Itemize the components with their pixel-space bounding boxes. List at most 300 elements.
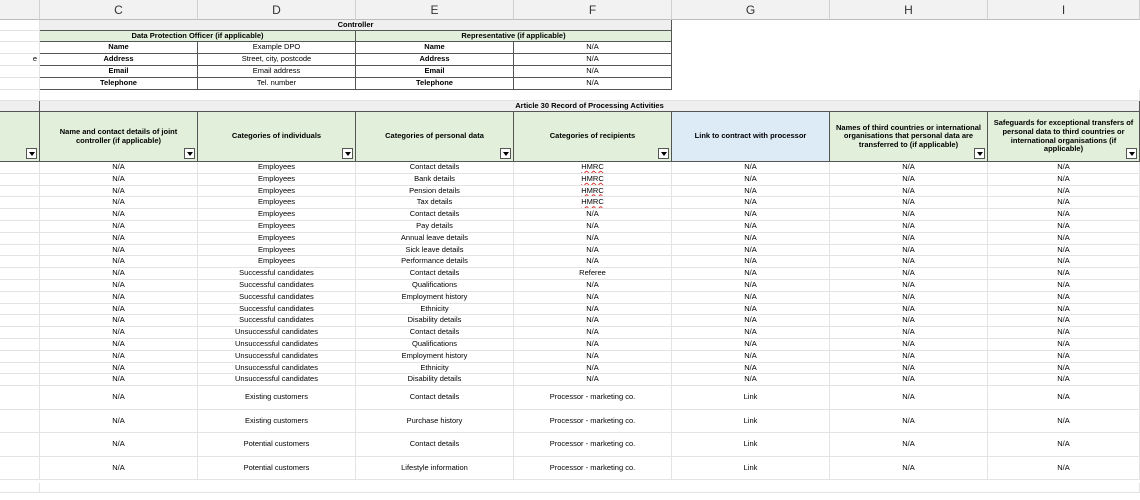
cell-blank[interactable] bbox=[40, 90, 1140, 101]
cell-individuals[interactable] bbox=[198, 304, 356, 316]
cell-third-countries[interactable] bbox=[830, 410, 988, 434]
cell-text: Qualifications bbox=[411, 339, 458, 349]
cell-text: N/A bbox=[1057, 280, 1070, 290]
header-joint-controller[interactable] bbox=[40, 112, 198, 162]
cell-personal-data[interactable] bbox=[356, 304, 514, 316]
cell-recipients[interactable] bbox=[514, 268, 672, 280]
cell-joint-controller[interactable] bbox=[40, 315, 198, 327]
cell-safeguards[interactable] bbox=[988, 197, 1140, 209]
cell-recipients[interactable] bbox=[514, 304, 672, 316]
cell-b[interactable] bbox=[0, 363, 40, 375]
cell-third-countries[interactable] bbox=[830, 327, 988, 339]
cell-text: N/A bbox=[1057, 232, 1070, 242]
cell-personal-data[interactable] bbox=[356, 233, 514, 245]
cell-text: Contact details bbox=[409, 439, 460, 449]
cell-joint-controller[interactable] bbox=[40, 410, 198, 434]
cell-text: N/A bbox=[744, 244, 757, 254]
cell-text: N/A bbox=[744, 315, 757, 325]
representative-title[interactable]: Representative (if applicable) bbox=[356, 31, 672, 42]
column-header-i[interactable]: I bbox=[988, 0, 1140, 20]
cell-b[interactable] bbox=[0, 339, 40, 351]
cell-individuals[interactable] bbox=[198, 268, 356, 280]
cell-third-countries[interactable] bbox=[830, 339, 988, 351]
cell-recipients[interactable] bbox=[514, 280, 672, 292]
filter-dropdown-icon[interactable] bbox=[500, 148, 511, 159]
header-categories-individuals[interactable] bbox=[198, 112, 356, 162]
cell-safeguards[interactable] bbox=[988, 221, 1140, 233]
cell-recipients[interactable] bbox=[514, 209, 672, 221]
cell-personal-data[interactable] bbox=[356, 457, 514, 481]
cell-joint-controller[interactable] bbox=[40, 221, 198, 233]
rep-value[interactable]: N/A bbox=[514, 42, 672, 54]
contact-label[interactable]: Email bbox=[40, 66, 198, 78]
cell-text: N/A bbox=[112, 162, 125, 172]
cell-safeguards[interactable] bbox=[988, 315, 1140, 327]
cell-third-countries[interactable] bbox=[830, 280, 988, 292]
cell-recipients[interactable] bbox=[514, 221, 672, 233]
cell-personal-data[interactable] bbox=[356, 245, 514, 257]
cell-text: N/A bbox=[586, 280, 599, 290]
cell-b[interactable] bbox=[0, 351, 40, 363]
cell-individuals[interactable] bbox=[198, 292, 356, 304]
cell-safeguards[interactable] bbox=[988, 233, 1140, 245]
cell-personal-data[interactable] bbox=[356, 363, 514, 375]
cell-recipients[interactable] bbox=[514, 457, 672, 481]
cell-recipients[interactable] bbox=[514, 386, 672, 410]
contact-row bbox=[0, 66, 1140, 78]
cell-safeguards[interactable] bbox=[988, 304, 1140, 316]
column-header-c[interactable]: C bbox=[40, 0, 198, 20]
cell-third-countries[interactable] bbox=[830, 256, 988, 268]
cell-third-countries[interactable] bbox=[830, 221, 988, 233]
header-safeguards[interactable] bbox=[988, 112, 1140, 162]
filter-dropdown-icon[interactable] bbox=[342, 148, 353, 159]
cell-link[interactable] bbox=[672, 363, 830, 375]
cell-individuals[interactable] bbox=[198, 374, 356, 386]
cell-b[interactable] bbox=[0, 256, 40, 268]
cell-third-countries[interactable] bbox=[830, 386, 988, 410]
contact-row bbox=[0, 42, 1140, 54]
cell-text: N/A bbox=[744, 232, 757, 242]
cell-b[interactable] bbox=[0, 410, 40, 434]
cell-individuals[interactable] bbox=[198, 197, 356, 209]
cell-personal-data[interactable] bbox=[356, 209, 514, 221]
cell-joint-controller[interactable] bbox=[40, 363, 198, 375]
cell-third-countries[interactable] bbox=[830, 197, 988, 209]
column-header-e[interactable]: E bbox=[356, 0, 514, 20]
cell-link[interactable] bbox=[672, 327, 830, 339]
cell-b[interactable] bbox=[0, 174, 40, 186]
cell-recipients[interactable] bbox=[514, 374, 672, 386]
cell-text: N/A bbox=[112, 244, 125, 254]
cell-third-countries[interactable] bbox=[830, 363, 988, 375]
cell-third-countries[interactable] bbox=[830, 374, 988, 386]
cell-joint-controller[interactable] bbox=[40, 233, 198, 245]
column-header-g[interactable]: G bbox=[672, 0, 830, 20]
dpo-title[interactable]: Data Protection Officer (if applicable) bbox=[40, 31, 356, 42]
cell-link[interactable] bbox=[672, 410, 830, 434]
cell-text: N/A bbox=[902, 268, 915, 278]
cell-text: N/A bbox=[1057, 291, 1070, 301]
cell-joint-controller[interactable] bbox=[40, 304, 198, 316]
cell-joint-controller[interactable] bbox=[40, 339, 198, 351]
cell-personal-data[interactable] bbox=[356, 186, 514, 198]
cell-personal-data[interactable] bbox=[356, 433, 514, 457]
cell-text: Employees bbox=[257, 209, 296, 219]
cell-individuals[interactable] bbox=[198, 433, 356, 457]
cell-joint-controller[interactable] bbox=[40, 327, 198, 339]
column-header-d[interactable]: D bbox=[198, 0, 356, 20]
cell-individuals[interactable] bbox=[198, 256, 356, 268]
cell-text: HMRC bbox=[581, 173, 604, 183]
cell-safeguards[interactable] bbox=[988, 292, 1140, 304]
cell-text: N/A bbox=[112, 268, 125, 278]
cell-text: N/A bbox=[586, 362, 599, 372]
dpo-value[interactable]: Tel. number bbox=[198, 78, 356, 90]
cell-third-countries[interactable] bbox=[830, 315, 988, 327]
cell-safeguards[interactable] bbox=[988, 351, 1140, 363]
contact-label[interactable]: Name bbox=[40, 42, 198, 54]
cell-left-truncated[interactable]: e bbox=[0, 54, 40, 66]
cell-text: HMRC bbox=[581, 162, 604, 172]
cell-b[interactable] bbox=[0, 197, 40, 209]
cell-recipients[interactable] bbox=[514, 197, 672, 209]
rep-label[interactable]: Telephone bbox=[356, 78, 514, 90]
cell-b[interactable] bbox=[0, 209, 40, 221]
cell-text: Processor - marketing co. bbox=[549, 415, 636, 425]
cell-text: Link bbox=[743, 415, 758, 425]
header-categories-personal-data[interactable] bbox=[356, 112, 514, 162]
cell-b[interactable] bbox=[0, 233, 40, 245]
cell-recipients[interactable] bbox=[514, 339, 672, 351]
cell-text: N/A bbox=[902, 221, 915, 231]
cell-text: Link bbox=[743, 439, 758, 449]
cell-b[interactable] bbox=[0, 433, 40, 457]
cell-text: Contact details bbox=[409, 162, 460, 172]
contact-label[interactable]: Telephone bbox=[40, 78, 198, 90]
cell-left-truncated[interactable] bbox=[0, 66, 40, 78]
dpo-value[interactable]: Email address bbox=[198, 66, 356, 78]
filter-dropdown-icon[interactable] bbox=[658, 148, 669, 159]
cell-text: N/A bbox=[744, 173, 757, 183]
cell-b[interactable] bbox=[0, 327, 40, 339]
cell-text: Employees bbox=[257, 197, 296, 207]
cell-personal-data[interactable] bbox=[356, 327, 514, 339]
cell-b[interactable] bbox=[0, 162, 40, 174]
cell-individuals[interactable] bbox=[198, 162, 356, 174]
cell-recipients[interactable] bbox=[514, 315, 672, 327]
cell-link[interactable] bbox=[672, 280, 830, 292]
cell-safeguards[interactable] bbox=[988, 374, 1140, 386]
rep-label[interactable]: Address bbox=[356, 54, 514, 66]
cell-third-countries[interactable] bbox=[830, 304, 988, 316]
cell-safeguards[interactable] bbox=[988, 245, 1140, 257]
column-header-h[interactable]: H bbox=[830, 0, 988, 20]
cell-recipients[interactable] bbox=[514, 245, 672, 257]
cell-safeguards[interactable] bbox=[988, 457, 1140, 481]
cell-individuals[interactable] bbox=[198, 386, 356, 410]
dpo-value[interactable]: Street, city, postcode bbox=[198, 54, 356, 66]
rep-value[interactable]: N/A bbox=[514, 78, 672, 90]
cell-b[interactable] bbox=[0, 280, 40, 292]
cell-text: N/A bbox=[112, 392, 125, 402]
cell-individuals[interactable] bbox=[198, 233, 356, 245]
cell-b[interactable] bbox=[0, 315, 40, 327]
cell-personal-data[interactable] bbox=[356, 280, 514, 292]
cell-personal-data[interactable] bbox=[356, 410, 514, 434]
cell-recipients[interactable] bbox=[514, 162, 672, 174]
rep-label[interactable]: Name bbox=[356, 42, 514, 54]
filter-dropdown-icon[interactable] bbox=[1126, 148, 1137, 159]
cell-safeguards[interactable] bbox=[988, 209, 1140, 221]
cell-b[interactable] bbox=[0, 386, 40, 410]
cell-joint-controller[interactable] bbox=[40, 292, 198, 304]
column-header-blank[interactable] bbox=[0, 0, 40, 20]
cell-link[interactable] bbox=[672, 233, 830, 245]
cell-third-countries[interactable] bbox=[830, 174, 988, 186]
cell-b[interactable] bbox=[0, 374, 40, 386]
cell-personal-data[interactable] bbox=[356, 174, 514, 186]
cell-joint-controller[interactable] bbox=[40, 374, 198, 386]
cell-personal-data[interactable] bbox=[356, 315, 514, 327]
header-categories-recipients[interactable] bbox=[514, 112, 672, 162]
column-header-f[interactable]: F bbox=[514, 0, 672, 20]
cell-third-countries[interactable] bbox=[830, 186, 988, 198]
cell-link[interactable] bbox=[672, 268, 830, 280]
cell-text: N/A bbox=[1057, 439, 1070, 449]
cell-b[interactable] bbox=[0, 186, 40, 198]
filter-dropdown-icon[interactable] bbox=[184, 148, 195, 159]
cell-personal-data[interactable] bbox=[356, 162, 514, 174]
cell-link[interactable] bbox=[672, 374, 830, 386]
cell-third-countries[interactable] bbox=[830, 209, 988, 221]
cell-text: N/A bbox=[902, 280, 915, 290]
cell-joint-controller[interactable] bbox=[40, 268, 198, 280]
cell-joint-controller[interactable] bbox=[40, 174, 198, 186]
cell-link[interactable] bbox=[672, 186, 830, 198]
cell-text: N/A bbox=[112, 209, 125, 219]
cell-text: N/A bbox=[902, 197, 915, 207]
cell-individuals[interactable] bbox=[198, 410, 356, 434]
cell-third-countries[interactable] bbox=[830, 351, 988, 363]
cell-left-truncated[interactable] bbox=[0, 42, 40, 54]
table-row bbox=[0, 304, 1140, 316]
cell-third-countries[interactable] bbox=[830, 268, 988, 280]
cell-individuals[interactable] bbox=[198, 186, 356, 198]
cell-recipients[interactable] bbox=[514, 292, 672, 304]
cell-link[interactable] bbox=[672, 339, 830, 351]
header-cell-b[interactable] bbox=[0, 112, 40, 162]
cell-recipients[interactable] bbox=[514, 186, 672, 198]
cell-safeguards[interactable] bbox=[988, 174, 1140, 186]
header-third-countries[interactable] bbox=[830, 112, 988, 162]
cell-blank[interactable] bbox=[0, 101, 40, 112]
cell-text: N/A bbox=[112, 232, 125, 242]
cell-text: Contact details bbox=[409, 327, 460, 337]
cell-text: Employees bbox=[257, 232, 296, 242]
cell-personal-data[interactable] bbox=[356, 256, 514, 268]
record-title[interactable]: Article 30 Record of Processing Activities bbox=[40, 101, 1140, 112]
cell-recipients[interactable] bbox=[514, 327, 672, 339]
cell-recipients[interactable] bbox=[514, 256, 672, 268]
cell-b[interactable] bbox=[0, 457, 40, 481]
cell-b[interactable] bbox=[0, 292, 40, 304]
cell-joint-controller[interactable] bbox=[40, 433, 198, 457]
cell-text: Ethnicity bbox=[420, 362, 449, 372]
cell-link[interactable] bbox=[672, 174, 830, 186]
cell-text: Disability details bbox=[407, 315, 462, 325]
cell-text: N/A bbox=[1057, 374, 1070, 384]
cell-text: Sick leave details bbox=[405, 244, 464, 254]
rep-value[interactable]: N/A bbox=[514, 66, 672, 78]
header-link-contract[interactable] bbox=[672, 112, 830, 162]
header-label: Safeguards for exceptional transfers of personal data to third countries or international organisations (if applicable) bbox=[993, 118, 1134, 154]
cell-third-countries[interactable] bbox=[830, 457, 988, 481]
cell-blank[interactable] bbox=[0, 483, 40, 493]
cell-link[interactable] bbox=[672, 386, 830, 410]
cell-text: N/A bbox=[586, 315, 599, 325]
cell-third-countries[interactable] bbox=[830, 433, 988, 457]
cell-blank[interactable] bbox=[40, 483, 1140, 493]
cell-third-countries[interactable] bbox=[830, 292, 988, 304]
dpo-value[interactable]: Example DPO bbox=[198, 42, 356, 54]
cell-recipients[interactable] bbox=[514, 233, 672, 245]
cell-safeguards[interactable] bbox=[988, 386, 1140, 410]
cell-individuals[interactable] bbox=[198, 221, 356, 233]
cell-joint-controller[interactable] bbox=[40, 280, 198, 292]
cell-link[interactable] bbox=[672, 315, 830, 327]
cell-text: N/A bbox=[902, 303, 915, 313]
cell-third-countries[interactable] bbox=[830, 162, 988, 174]
contact-label[interactable]: Address bbox=[40, 54, 198, 66]
cell-link[interactable] bbox=[672, 245, 830, 257]
cell-link[interactable] bbox=[672, 162, 830, 174]
cell-individuals[interactable] bbox=[198, 327, 356, 339]
cell-personal-data[interactable] bbox=[356, 197, 514, 209]
cell-left-truncated[interactable] bbox=[0, 78, 40, 90]
cell-safeguards[interactable] bbox=[988, 327, 1140, 339]
cell-individuals[interactable] bbox=[198, 339, 356, 351]
cell-text: N/A bbox=[112, 350, 125, 360]
controller-title[interactable]: Controller bbox=[40, 20, 672, 31]
cell-personal-data[interactable] bbox=[356, 221, 514, 233]
cell-link[interactable] bbox=[672, 304, 830, 316]
table-row bbox=[0, 162, 1140, 174]
cell-text: Contact details bbox=[409, 209, 460, 219]
cell-joint-controller[interactable] bbox=[40, 351, 198, 363]
cell-safeguards[interactable] bbox=[988, 363, 1140, 375]
cell-personal-data[interactable] bbox=[356, 386, 514, 410]
filter-dropdown-icon[interactable] bbox=[974, 148, 985, 159]
cell-personal-data[interactable] bbox=[356, 339, 514, 351]
cell-joint-controller[interactable] bbox=[40, 245, 198, 257]
table-row bbox=[0, 339, 1140, 351]
cell-blank[interactable] bbox=[0, 31, 40, 42]
cell-joint-controller[interactable] bbox=[40, 256, 198, 268]
cell-recipients[interactable] bbox=[514, 174, 672, 186]
cell-b[interactable] bbox=[0, 245, 40, 257]
cell-text: N/A bbox=[1057, 315, 1070, 325]
cell-joint-controller[interactable] bbox=[40, 197, 198, 209]
cell-joint-controller[interactable] bbox=[40, 186, 198, 198]
cell-third-countries[interactable] bbox=[830, 233, 988, 245]
cell-text: N/A bbox=[1057, 256, 1070, 266]
table-row bbox=[0, 292, 1140, 304]
cell-individuals[interactable] bbox=[198, 209, 356, 221]
cell-safeguards[interactable] bbox=[988, 256, 1140, 268]
rep-label[interactable]: Email bbox=[356, 66, 514, 78]
cell-individuals[interactable] bbox=[198, 245, 356, 257]
cell-b[interactable] bbox=[0, 268, 40, 280]
cell-joint-controller[interactable] bbox=[40, 457, 198, 481]
cell-recipients[interactable] bbox=[514, 351, 672, 363]
cell-recipients[interactable] bbox=[514, 433, 672, 457]
cell-safeguards[interactable] bbox=[988, 410, 1140, 434]
cell-individuals[interactable] bbox=[198, 280, 356, 292]
cell-individuals[interactable] bbox=[198, 174, 356, 186]
cell-text: N/A bbox=[902, 350, 915, 360]
cell-link[interactable] bbox=[672, 256, 830, 268]
cell-safeguards[interactable] bbox=[988, 339, 1140, 351]
cell-individuals[interactable] bbox=[198, 457, 356, 481]
cell-individuals[interactable] bbox=[198, 363, 356, 375]
cell-link[interactable] bbox=[672, 209, 830, 221]
cell-recipients[interactable] bbox=[514, 410, 672, 434]
cell-recipients[interactable] bbox=[514, 363, 672, 375]
table-row bbox=[0, 256, 1140, 268]
cell-link[interactable] bbox=[672, 221, 830, 233]
cell-personal-data[interactable] bbox=[356, 374, 514, 386]
cell-blank[interactable] bbox=[0, 90, 40, 101]
cell-personal-data[interactable] bbox=[356, 292, 514, 304]
cell-text: N/A bbox=[1057, 268, 1070, 278]
cell-joint-controller[interactable] bbox=[40, 209, 198, 221]
rep-value[interactable]: N/A bbox=[514, 54, 672, 66]
cell-individuals[interactable] bbox=[198, 315, 356, 327]
cell-link[interactable] bbox=[672, 351, 830, 363]
cell-b[interactable] bbox=[0, 221, 40, 233]
cell-text: N/A bbox=[112, 303, 125, 313]
filter-dropdown-icon[interactable] bbox=[26, 148, 37, 159]
cell-individuals[interactable] bbox=[198, 351, 356, 363]
contact-row bbox=[0, 54, 1140, 66]
cell-safeguards[interactable] bbox=[988, 186, 1140, 198]
cell-joint-controller[interactable] bbox=[40, 386, 198, 410]
cell-text: Bank details bbox=[414, 173, 455, 183]
cell-link[interactable] bbox=[672, 292, 830, 304]
cell-link[interactable] bbox=[672, 433, 830, 457]
cell-blank[interactable] bbox=[0, 20, 40, 31]
cell-third-countries[interactable] bbox=[830, 245, 988, 257]
cell-joint-controller[interactable] bbox=[40, 162, 198, 174]
cell-text: N/A bbox=[1057, 197, 1070, 207]
cell-safeguards[interactable] bbox=[988, 280, 1140, 292]
cell-text: N/A bbox=[112, 173, 125, 183]
cell-b[interactable] bbox=[0, 304, 40, 316]
cell-safeguards[interactable] bbox=[988, 162, 1140, 174]
cell-text: N/A bbox=[902, 291, 915, 301]
cell-personal-data[interactable] bbox=[356, 268, 514, 280]
cell-text: Successful candidates bbox=[239, 303, 314, 313]
cell-safeguards[interactable] bbox=[988, 433, 1140, 457]
cell-text: Purchase history bbox=[406, 415, 463, 425]
cell-link[interactable] bbox=[672, 457, 830, 481]
cell-personal-data[interactable] bbox=[356, 351, 514, 363]
cell-safeguards[interactable] bbox=[988, 268, 1140, 280]
cell-text: Employees bbox=[257, 256, 296, 266]
cell-text: Unsuccessful candidates bbox=[235, 339, 318, 349]
cell-link[interactable] bbox=[672, 197, 830, 209]
